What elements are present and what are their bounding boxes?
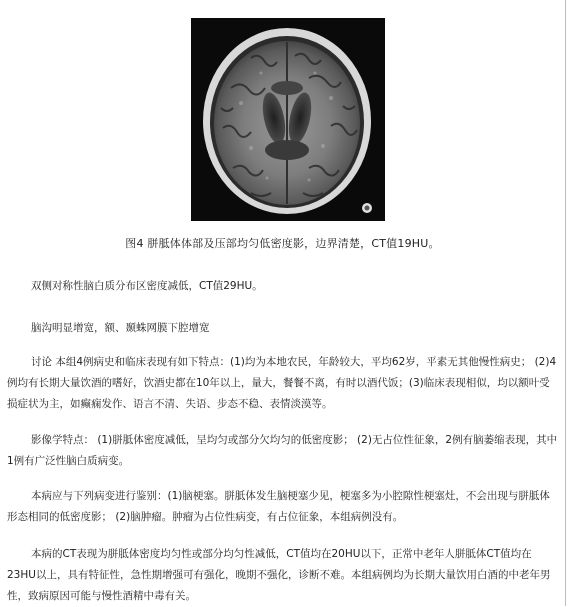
paragraph-differential-diagnosis: 本病应与下列病变进行鉴别：(1)脑梗塞。胼胝体发生脑梗塞少见，梗塞多为小腔隙性梗塞灶，不会出现与胼胝体形态相同的低密度影； (2)脑肿瘤。肿瘤为占位性病变，有占位征象，本组病例没有。 bbox=[7, 490, 550, 523]
ct-scan-image bbox=[191, 18, 385, 221]
paragraph-ct-conclusion: 本病的CT表现为胼胝体密度均匀性或部分均匀性减低，CT值均在20HU以下，正常中老年人胼胝体CT值均在23HU以上，具有特征性，急性期增强可有强化，晚期不强化，诊断不难。本组病例均为长期大量饮用白酒的中老年男性，致病原因可能与慢性酒精中毒有关。 bbox=[7, 548, 551, 602]
figure-caption: 图4 胼胝体体部及压部均匀低密度影，边界清楚，CT值19HU。 bbox=[125, 237, 440, 250]
paragraph-sulci: 脑沟明显增宽，额、颞蛛网膜下腔增宽 bbox=[31, 322, 210, 334]
paragraph-discussion: 讨论 本组4例病史和临床表现有如下特点：(1)均为本地农民，年龄较大，平均62岁，平素无其他慢性病史； (2)4例均有长期大量饮酒的嗜好，饮酒史都在10年以上，量大，餐餐不离，有时以酒代饭；(3)临床表现相似，均以额叶受损症状为主，如癫痫发作、语言不清、失语、步态不稳、表情淡漠等。 bbox=[7, 356, 557, 410]
page-right-border bbox=[565, 0, 566, 606]
paragraph-white-matter: 双侧对称性脑白质分布区密度减低，CT值29HU。 bbox=[31, 280, 263, 292]
paragraph-imaging-features: 影像学特点： (1)胼胝体密度减低，呈均匀或部分欠均匀的低密度影； (2)无占位性征象，2例有脑萎缩表现，其中1例有广泛性脑白质病变。 bbox=[7, 434, 558, 467]
